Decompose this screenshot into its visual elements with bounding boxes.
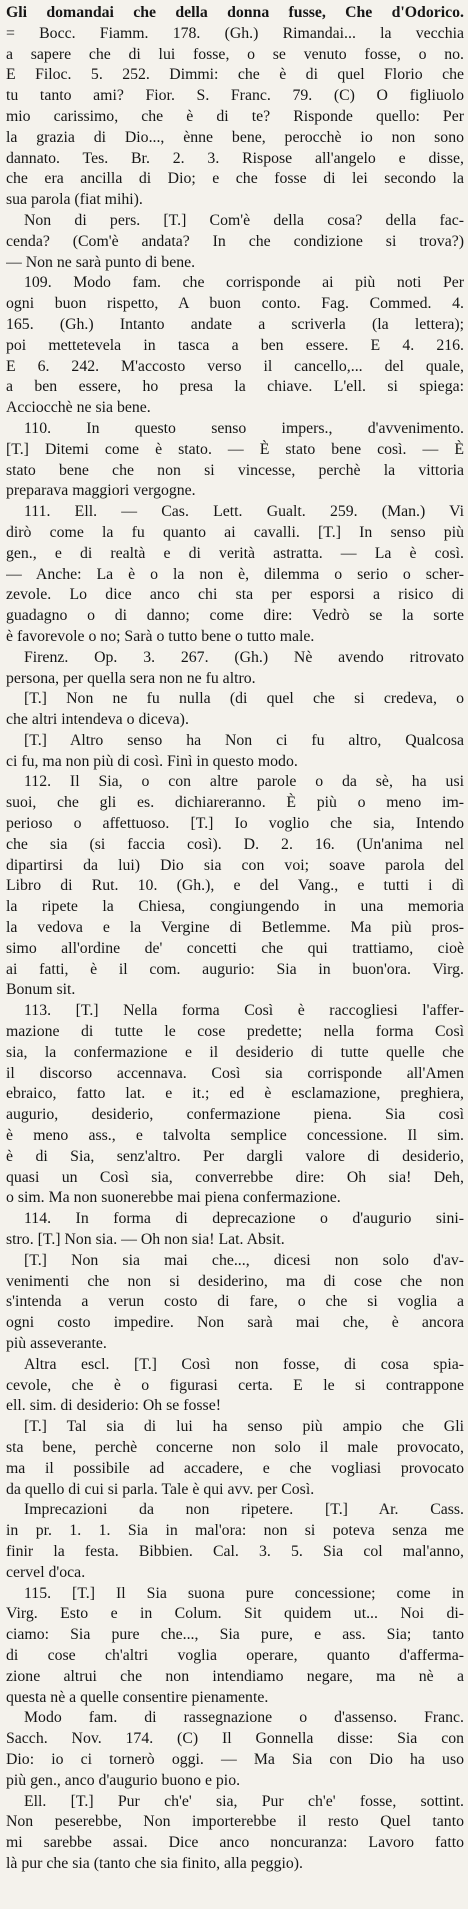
text-line-content: — Non ne sarà punto di bene.	[6, 253, 196, 271]
text-line-content: quasi un Così sia, converrebbe dire: Oh sia! Deh,	[6, 1168, 464, 1186]
text-line	[6, 65, 464, 86]
text-line-content: in pr. 1. 1. Sia in mal'ora: non si poteva senza me	[6, 1522, 464, 1540]
text-line	[6, 1043, 464, 1064]
text-line-content: preparava maggiori vergogne.	[6, 482, 196, 500]
text-line	[6, 294, 464, 315]
text-line	[6, 377, 464, 398]
text-line-content: la grazia di Dio..., ènne bene, perocchè io non sono	[6, 128, 464, 146]
text-line	[6, 1604, 464, 1625]
text-line-content: ogni buon rispetto, A buon conto. Fag. Commed. 4.	[6, 295, 464, 313]
text-line-content: cervel d'oca.	[6, 1563, 86, 1581]
text-line	[6, 856, 464, 877]
text-line	[6, 710, 464, 731]
text-line-content: Modo fam. di rassegnazione o d'assenso. Franc.	[24, 1709, 464, 1727]
text-line	[6, 648, 464, 669]
text-line	[6, 1313, 464, 1334]
text-line-content: a sapere che di lui fosse, o se venuto fosse, o no.	[6, 45, 464, 63]
text-line-content: 114. In forma di deprecazione o d'augurio sini-	[24, 1210, 464, 1228]
text-line	[6, 1563, 464, 1584]
text-line	[6, 1334, 464, 1355]
text-line	[6, 772, 464, 793]
text-line-content: più gen., anco d'augurio buono e pio.	[6, 1771, 241, 1789]
text-line-content: mi sarebbe assai. Dice anco noncuranza: Lavoro fatto	[6, 1834, 464, 1852]
text-line-content: 112. Il Sia, o con altre parole o da sè, ha usi	[24, 773, 464, 791]
text-line-content: più asseverante.	[6, 1335, 107, 1352]
text-line-content: a ben essere, ho presa la chiave. L'ell. si spiega:	[6, 378, 464, 396]
text-line	[6, 1542, 464, 1563]
text-line	[6, 1667, 464, 1688]
text-line	[6, 1625, 464, 1646]
text-line-content: simo all'ordine de' concetti che qui trattiamo, cioè	[6, 939, 464, 957]
text-line	[6, 190, 464, 211]
text-line	[6, 1376, 464, 1397]
text-line	[6, 897, 464, 918]
text-line-content: Dio: io ci tornerò oggi. — Ma Sia con Dio ha uso	[6, 1750, 464, 1768]
text-line-content: mazione di tutte le cose predette; nella forma Così	[6, 1023, 464, 1041]
text-line-content: [T.] Tal sia di lui ha senso più ampio che Gli	[24, 1418, 464, 1436]
text-line-content: ma il possibile ad accadere, e che vogliasi provocato	[6, 1459, 464, 1477]
text-line	[6, 1688, 464, 1709]
text-line	[6, 357, 464, 378]
text-line	[6, 1251, 464, 1272]
text-line	[6, 1646, 464, 1667]
text-line	[6, 502, 464, 523]
text-line-content: ogni costo impedire. Non sarà mai che, è ancora	[6, 1314, 464, 1332]
text-line-content: tu tanto ami? Fior. S. Franc. 79. (C) O figliuolo	[6, 87, 464, 105]
text-line	[6, 1584, 464, 1605]
text-line-content: [T.] Altro senso ha Non ci fu altro, Qualcosa	[24, 731, 464, 749]
text-line	[6, 45, 464, 66]
text-line-content: augurio, desiderio, confermazione piena. Sia così	[6, 1106, 464, 1124]
text-line-content: guadagno o di danno; come dire: Vedrò se la sorte	[6, 607, 464, 625]
text-line-content: ciamo: Sia pure che..., Sia pure, e ass. Sia; tanto	[6, 1626, 464, 1644]
text-line	[6, 814, 464, 835]
text-line-content: 110. In questo senso impers., d'avvenimento.	[24, 419, 464, 437]
text-line	[6, 1792, 464, 1813]
text-line	[6, 565, 464, 586]
text-line	[6, 24, 464, 45]
text-line-content: sua parola (fiat mihi).	[6, 191, 143, 209]
text-line	[6, 1771, 464, 1792]
text-line	[6, 1708, 464, 1729]
text-line	[6, 232, 464, 253]
text-line	[6, 398, 464, 419]
text-line	[6, 273, 464, 294]
text-line-content: o sim. Ma non suonerebbe mai piena confermazione.	[6, 1189, 341, 1207]
text-line-content: questa nè a quelle consentire pienamente.	[6, 1688, 269, 1706]
text-line-content: cevole, che è o figurasi certa. E le si contrappone	[6, 1376, 464, 1394]
text-line	[6, 669, 464, 690]
text-line-content: sta bene, perchè concerne non solo il male provocato,	[6, 1438, 464, 1456]
text-line	[6, 336, 464, 357]
text-line-content: [T.] Non ne fu nulla (di quel che si credeva, o	[24, 690, 464, 708]
text-line-content: gen., e di realtà e di verità astratta. — La è così.	[6, 544, 464, 562]
text-line-content: è di Sia, senz'altro. Per dargli valore di desiderio,	[6, 1147, 464, 1165]
text-line-content: [T.] Ditemi come è stato. — È stato bene così. — È	[6, 440, 464, 458]
text-line-content: E 6. 242. M'accosto verso il cancello,... del quale,	[6, 357, 464, 375]
text-column	[6, 3, 464, 1875]
text-line-content: Gli domandai che della donna fusse, Che d'Odorico.	[6, 4, 464, 21]
text-line-content: là pur che sia (tanto che sia finito, alla peggio).	[6, 1854, 303, 1872]
text-line-content: ci fu, ma non più di così. Finì in questo modo.	[6, 752, 298, 770]
text-line	[6, 1521, 464, 1542]
text-line-content: cenda? (Com'è andata? In che condizione si trova?)	[6, 232, 464, 250]
text-line	[6, 1854, 464, 1875]
text-line-content: da quello di cui si parla. Tale è qui avv. per Così.	[6, 1480, 315, 1498]
text-line	[6, 211, 464, 232]
text-line-content: la vedova e la Vergine di Betlemme. Ma più pros-	[6, 919, 464, 937]
text-line	[6, 752, 464, 773]
text-line-content: venimenti che non si desiderino, ma di cose che non	[6, 1272, 464, 1290]
text-line	[6, 1292, 464, 1313]
text-line	[6, 461, 464, 482]
text-line	[6, 315, 464, 336]
text-line	[6, 1209, 464, 1230]
text-line-content: Ell. [T.] Pur ch'e' sia, Pur ch'e' fosse, sottint.	[24, 1792, 464, 1810]
text-line	[6, 689, 464, 710]
text-line	[6, 1230, 464, 1251]
text-line-content: ebraico, fatto lat. e it.; ed è esclamazione, preghiera,	[6, 1085, 464, 1103]
text-line-content: Altra escl. [T.] Così non fosse, di cosa spia-	[24, 1355, 464, 1373]
text-line	[6, 107, 464, 128]
text-line	[6, 1396, 464, 1417]
text-line	[6, 960, 464, 981]
text-line-content: Libro di Rut. 10. (Gh.), e del Vang., e tutti i dì	[6, 877, 464, 895]
text-line	[6, 169, 464, 190]
text-line-content: persona, per quella sera non ne fu altro.	[6, 669, 256, 687]
text-line-content: 115. [T.] Il Sia suona pure concessione; come in	[24, 1584, 464, 1602]
text-line	[6, 1500, 464, 1521]
text-line	[6, 1812, 464, 1833]
text-line-content: Sacch. Nov. 174. (C) Il Gonnella disse: Sia con	[6, 1730, 464, 1748]
text-line	[6, 1188, 464, 1209]
text-line	[6, 128, 464, 149]
text-line-content: 165. (Gh.) Intanto andate a scriverla (la lettera);	[6, 315, 464, 333]
text-line-content: è favorevole o no; Sarà o tutto bene o tutto male.	[6, 627, 315, 645]
text-line-content: perioso o affettuoso. [T.] Io voglio che sia, Intendo	[6, 815, 464, 833]
text-line	[6, 419, 464, 440]
text-line-content: ell. sim. di desiderio: Oh se fosse!	[6, 1397, 221, 1415]
text-line-content: s'intenda a verun costo di fare, o che si voglia a	[6, 1293, 464, 1311]
text-line	[6, 1084, 464, 1105]
text-line	[6, 1480, 464, 1501]
text-line	[6, 86, 464, 107]
text-line	[6, 876, 464, 897]
text-line-content: dirò come la fu quanto ai cavalli. [T.] In senso più	[6, 523, 464, 541]
text-line-content: Virg. Esto e in Colum. Sit quidem ut... Noi di-	[6, 1605, 464, 1623]
text-line	[6, 1272, 464, 1293]
text-line	[6, 481, 464, 502]
text-line-content: sia, la confermazione e il desiderio di tutte quelle che	[6, 1043, 464, 1061]
text-line-content: — Anche: La è o la non è, dilemma o serio o scher-	[6, 565, 464, 583]
text-line	[6, 1022, 464, 1043]
text-line	[6, 544, 464, 565]
text-line-content: stato bene che non si vincesse, perchè la vittoria	[6, 461, 464, 479]
text-line	[6, 1438, 464, 1459]
text-line-content: la ripete la Chiesa, congiungendo in una memoria	[6, 898, 464, 916]
text-line	[6, 1833, 464, 1854]
text-line	[6, 606, 464, 627]
text-line-content: che altri intendeva o diceva).	[6, 711, 189, 729]
text-line	[6, 253, 464, 274]
text-line-content: = Bocc. Fiamm. 178. (Gh.) Rimandai... la vecchia	[6, 24, 464, 42]
text-line-content: dipartirsi da lui) Dio sia con voi; soave parola del	[6, 856, 464, 874]
text-line	[6, 627, 464, 648]
text-line	[6, 1417, 464, 1438]
text-line	[6, 1147, 464, 1168]
text-line	[6, 731, 464, 752]
text-line-content: E Filoc. 5. 252. Dimmi: che è di quel Florio che	[6, 66, 464, 84]
text-line	[6, 1001, 464, 1022]
text-line-content: Non di pers. [T.] Com'è della cosa? della fac-	[24, 211, 464, 229]
text-line-content: ai fatti, è il com. augurio: Sia in buon'ora. Virg.	[6, 960, 464, 978]
text-line-content: poi mettetevela in tasca a ben essere. E 4. 216.	[6, 336, 464, 354]
text-line-content: di cose ch'altri voglia operare, quanto d'afferma-	[6, 1646, 464, 1664]
text-line	[6, 1729, 464, 1750]
text-line-content: Non peserebbe, Non importerebbe il resto Quel tanto	[6, 1813, 464, 1831]
text-line-content: Bonum sit.	[6, 981, 76, 999]
text-line	[6, 3, 464, 24]
text-line-content: zevole. Lo dice anco chi sta per esporsi a risico di	[6, 586, 464, 604]
text-line	[6, 793, 464, 814]
text-line-content: il discorso accennava. Così sia corrisponde all'Amen	[6, 1064, 464, 1082]
text-line-content: stro. [T.] Non sia. — Oh non sia! Lat. Absit.	[6, 1231, 285, 1249]
text-line-content: zione altrui che non intendiamo negare, ma nè a	[6, 1667, 464, 1685]
text-line-content: Firenz. Op. 3. 267. (Gh.) Nè avendo ritrovato	[24, 648, 464, 666]
text-line	[6, 1355, 464, 1376]
text-line	[6, 1750, 464, 1771]
text-line-content: suoi, che gli es. dichiareranno. È più o meno im-	[6, 794, 464, 812]
text-line	[6, 149, 464, 170]
text-line-content: 109. Modo fam. che corrisponde ai più noti Per	[24, 274, 464, 292]
text-line-content: 113. [T.] Nella forma Così è raccogliesi l'affer-	[24, 1002, 464, 1020]
text-line-content: finir la festa. Bibbien. Cal. 3. 5. Sia col mal'anno,	[6, 1542, 464, 1560]
text-line-content: mio carissimo, che è di te? Risponde quello: Per	[6, 107, 464, 125]
text-line-content: è meno ass., e talvolta semplice concessione. Il sim.	[6, 1127, 464, 1145]
text-line	[6, 1064, 464, 1085]
text-line-content: [T.] Non sia mai che..., dicesi non solo d'av-	[24, 1251, 464, 1269]
text-line	[6, 1459, 464, 1480]
text-line	[6, 1105, 464, 1126]
text-line	[6, 939, 464, 960]
text-line-content: 111. Ell. — Cas. Lett. Gualt. 259. (Man.) Vi	[24, 503, 464, 521]
text-line	[6, 523, 464, 544]
text-line-content: dannato. Tes. Br. 2. 3. Rispose all'angelo e disse,	[6, 149, 464, 167]
text-line-content: che era ancilla di Dio; e che fosse di lei secondo la	[6, 170, 464, 188]
text-line	[6, 1168, 464, 1189]
text-line	[6, 1126, 464, 1147]
text-line	[6, 440, 464, 461]
text-line-content: che sia (si faccia così). D. 2. 16. (Un'anima nel	[6, 835, 464, 853]
text-line	[6, 835, 464, 856]
text-line	[6, 918, 464, 939]
text-line	[6, 585, 464, 606]
text-line	[6, 980, 464, 1001]
text-line-content: Imprecazioni da non ripetere. [T.] Ar. Cass.	[24, 1501, 464, 1519]
text-line-content: Acciocchè ne sia bene.	[6, 399, 151, 417]
